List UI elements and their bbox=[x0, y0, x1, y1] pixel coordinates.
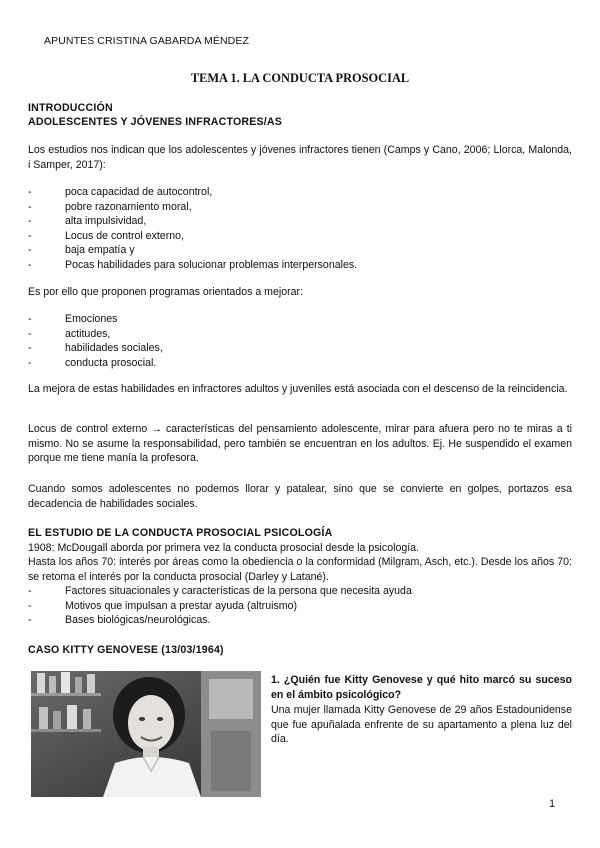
list-item: - conducta prosocial. bbox=[28, 356, 572, 371]
list-item: - pobre razonamiento moral, bbox=[28, 200, 572, 215]
caso-question: 1. ¿Quién fue Kitty Genovese y qué hito marcó su suceso en el ámbito psicológico? bbox=[271, 674, 572, 701]
intro-paragraph-4: Locus de control externo → características del pensamiento adolescente, mirar para afuera pero no te miras a ti mismo. No se asume la responsabilidad, pero también se encuentran en los adultos. Ej. He suspendido el examen porque me tiene manía la profesora. bbox=[28, 423, 572, 465]
kitty-genovese-photo bbox=[31, 671, 261, 797]
page-title: TEMA 1. LA CONDUCTA PROSOCIAL bbox=[190, 71, 410, 85]
page-header: APUNTES CRISTINA GABARDA MÉNDEZ bbox=[44, 35, 249, 47]
estudio-paragraph-1: 1908: McDougall aborda por primera vez la conducta prosocial desde la psicología. bbox=[28, 542, 420, 554]
list-item: - alta impulsividad, bbox=[28, 214, 572, 229]
intro-list-1 bbox=[28, 185, 572, 273]
list-item: - poca capacidad de autocontrol, bbox=[28, 185, 572, 200]
intro-heading-2: ADOLESCENTES Y JÓVENES INFRACTORES/AS bbox=[28, 115, 283, 128]
list-item: - Locus de control externo, bbox=[28, 229, 572, 244]
estudio-list bbox=[28, 584, 572, 628]
estudio-heading: EL ESTUDIO DE LA CONDUCTA PROSOCIAL PSICOLOGÍA bbox=[28, 527, 333, 539]
intro-paragraph-1: Los estudios nos indican que los adolescentes y jóvenes infractores tienen (Camps y Cano, 2006; Llorca, Malonda, i Samper, 2017): bbox=[28, 144, 572, 171]
list-item: - Emociones bbox=[28, 312, 572, 327]
intro-paragraph-2: Es por ello que proponen programas orientados a mejorar: bbox=[28, 286, 304, 298]
intro-list-2 bbox=[28, 312, 572, 370]
intro-heading bbox=[28, 102, 282, 129]
photo-illustration bbox=[31, 671, 261, 797]
list-item: - habilidades sociales, bbox=[28, 341, 572, 356]
intro-paragraph-5: Cuando somos adolescentes no podemos llorar y patalear, sino que se convierte en golpes, portazos esa decadencia de habilidades sociales. bbox=[28, 483, 572, 510]
page-number: 1 bbox=[549, 798, 555, 810]
list-item: - baja empatía y bbox=[28, 243, 572, 258]
caso-answer: Una mujer llamada Kitty Genovese de 29 años Estadounidense que fue apuñalada enfrente de su apartamento a plena luz del día. bbox=[271, 704, 572, 746]
intro-paragraph-3: La mejora de estas habilidades en infractores adultos y juveniles está asociada con el descenso de la reincidencia. bbox=[28, 383, 568, 395]
caso-heading: CASO KITTY GENOVESE (13/03/1964) bbox=[28, 644, 224, 656]
list-item: - Factores situacionales y características de la persona que necesita ayuda bbox=[28, 584, 572, 599]
intro-heading-1: INTRODUCCIÓN bbox=[28, 102, 113, 114]
list-item: - Pocas habilidades para solucionar problemas interpersonales. bbox=[28, 258, 572, 273]
estudio-paragraph-2: Hasta los años 70: interés por áreas como la obediencia o la conformidad (Milgram, Asch, etc.). Desde los años 70: se retoma el interés por la conducta prosocial (Darley y Latané). bbox=[28, 556, 572, 583]
list-item: - Motivos que impulsan a prestar ayuda (altruismo) bbox=[28, 599, 572, 614]
list-item: - actitudes, bbox=[28, 327, 572, 342]
list-item: - Bases biológicas/neurológicas. bbox=[28, 613, 572, 628]
